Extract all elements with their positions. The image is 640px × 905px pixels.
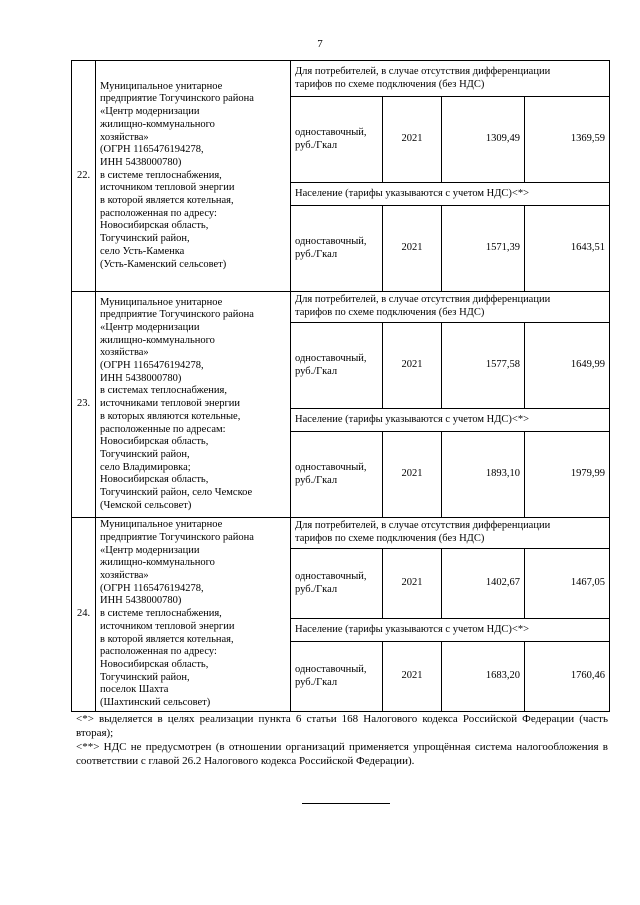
unit-cell [291,642,383,712]
category-cell [291,183,610,206]
organization-line: жилищно-коммунального [100,557,215,569]
category-line: тарифов по схеме подключения (без НДС) [295,533,485,544]
organization-cell [96,518,291,712]
unit-line: руб./Гкал [295,474,338,486]
organization-line: расположенная по адресу: [100,207,217,219]
row-number: 22. [72,61,96,292]
organization-line: Муниципальное унитарное [100,296,223,308]
tariff-second-half-cell: 1369,59 [525,97,610,183]
organization-line: Тогучинский район, [100,671,190,683]
category-cell [291,292,610,323]
organization-line: источниками тепловой энергии [100,398,241,410]
tariff-first-half-cell: 1309,49 [442,97,525,183]
row-number: 24. [72,518,96,712]
unit-line: руб./Гкал [295,139,338,151]
organization-line: жилищно-коммунального [100,334,215,346]
organization-line: Тогучинский район, село Чемское [100,487,253,499]
organization-line: расположенные по адресам: [100,423,226,435]
unit-cell [291,432,383,518]
footnote-no-vat: <**> НДС не предусмотрен (в отношении организаций применяется упрощённая система налогообложения в соответствии с главой 26.2 Налогового кодекса Российской Федерации). [76,741,608,767]
organization-line: (ОГРН 1165476194278, [100,360,204,372]
tariff-second-half-cell: 1467,05 [525,549,610,619]
organization-line: ИНН 5438000780) [100,372,182,384]
category-cell [291,61,610,97]
tariff-second-half-cell: 1643,51 [525,206,610,292]
tariff-second-half-cell: 1649,99 [525,323,610,409]
organization-line: хозяйства» [100,570,149,582]
unit-line: одноставочный, [295,570,367,582]
organization-line: предприятие Тогучинского района [100,531,254,543]
organization-cell [96,61,291,292]
organization-line: в системе теплоснабжения, [100,169,222,181]
organization-line: поселок Шахта [100,684,169,696]
organization-line: Новосибирская область, [100,658,209,670]
footnotes [76,712,608,768]
tariff-second-half-cell: 1979,99 [525,432,610,518]
organization-line: Новосибирская область, [100,436,209,448]
organization-line: расположенная по адресу: [100,646,217,658]
organization-line: в которой является котельная, [100,633,234,645]
year-cell: 2021 [383,206,442,292]
organization-line: в которой является котельная, [100,195,234,207]
organization-line: жилищно-коммунального [100,118,215,130]
year-cell: 2021 [383,549,442,619]
unit-cell [291,323,383,409]
category-line: Население (тарифы указываются с учетом НДС)<*> [295,413,529,425]
page-number: 7 [317,38,323,50]
unit-line: руб./Гкал [295,365,338,377]
tariff-first-half-cell: 1402,67 [442,549,525,619]
unit-line: руб./Гкал [295,583,338,595]
unit-line: руб./Гкал [295,248,338,260]
organization-line: Муниципальное унитарное [100,80,223,92]
tariff-first-half-cell: 1683,20 [442,642,525,712]
organization-line: «Центр модернизации [100,321,200,333]
category-line: Для потребителей, в случае отсутствия дифференциации [295,65,551,77]
organization-line: ИНН 5438000780) [100,156,182,168]
category-cell [291,518,610,549]
tariff-second-half-cell: 1760,46 [525,642,610,712]
organization-line: Тогучинский район, [100,448,190,460]
organization-line: Тогучинский район, [100,233,190,245]
organization-line: хозяйства» [100,131,149,143]
category-line: Население (тарифы указываются с учетом НДС)<*> [295,623,529,635]
category-line: Для потребителей, в случае отсутствия дифференциации [295,294,551,306]
organization-line: (Шахтинский сельсовет) [100,697,211,709]
organization-line: источником тепловой энергии [100,620,235,632]
organization-cell [96,292,291,518]
unit-line: одноставочный, [295,461,367,473]
year-cell: 2021 [383,642,442,712]
closing-line [302,803,390,804]
organization-line: Новосибирская область, [100,220,209,232]
category-cell [291,409,610,432]
organization-line: в которых являются котельные, [100,410,241,422]
category-row-consumers [72,518,610,549]
organization-line: (Чемской сельсовет) [100,499,192,511]
unit-line: одноставочный, [295,126,367,138]
category-line: Население (тарифы указываются с учетом НДС)<*> [295,187,529,199]
tariff-first-half-cell: 1893,10 [442,432,525,518]
organization-line: хозяйства» [100,347,149,359]
unit-line: руб./Гкал [295,676,338,688]
organization-line: ИНН 5438000780) [100,595,182,607]
row-number: 23. [72,292,96,518]
unit-cell [291,549,383,619]
unit-line: одноставочный, [295,235,367,247]
unit-cell [291,97,383,183]
organization-line: село Владимировка; [100,461,191,473]
organization-line: «Центр модернизации [100,544,200,556]
organization-line: Муниципальное унитарное [100,519,223,531]
tariff-table [71,60,610,712]
category-row-consumers [72,61,610,97]
organization-line: предприятие Тогучинского района [100,93,254,105]
tariff-first-half-cell: 1577,58 [442,323,525,409]
organization-line: в системах теплоснабжения, [100,385,227,397]
organization-line: (ОГРН 1165476194278, [100,582,204,594]
organization-line: село Усть-Каменка [100,245,185,257]
category-line: тарифов по схеме подключения (без НДС) [295,78,485,90]
organization-line: в системе теплоснабжения, [100,608,222,620]
organization-line: источником тепловой энергии [100,182,235,194]
year-cell: 2021 [383,432,442,518]
tariff-first-half-cell: 1571,39 [442,206,525,292]
organization-line: (ОГРН 1165476194278, [100,144,204,156]
category-line: Для потребителей, в случае отсутствия дифференциации [295,520,551,532]
organization-line: «Центр модернизации [100,106,200,118]
year-cell: 2021 [383,323,442,409]
organization-line: Новосибирская область, [100,474,209,486]
unit-line: одноставочный, [295,663,367,675]
category-line: тарифов по схеме подключения (без НДС) [295,307,485,318]
organization-line: (Усть-Каменский сельсовет) [100,258,227,270]
year-cell: 2021 [383,97,442,183]
unit-line: одноставочный, [295,352,367,364]
category-cell [291,619,610,642]
organization-line: предприятие Тогучинского района [100,309,254,321]
category-row-consumers [72,292,610,323]
footnote-vat: <*> выделяется в целях реализации пункта 6 статьи 168 Налогового кодекса Российской Федерации (часть вторая); [76,713,608,739]
unit-cell [291,206,383,292]
